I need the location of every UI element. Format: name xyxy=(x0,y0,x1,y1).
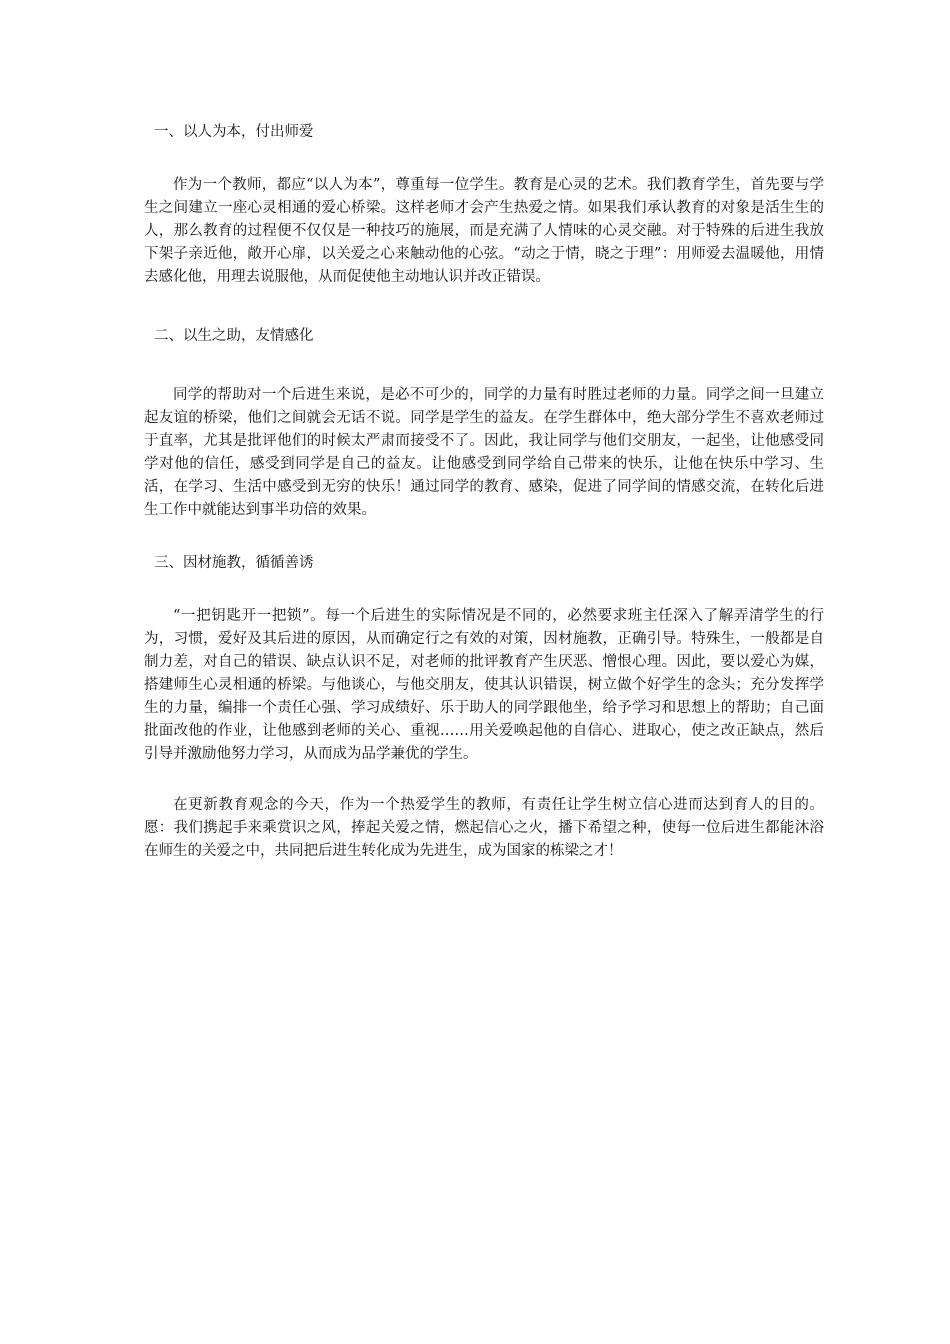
section-paragraph-3: “一把钥匙开一把锁”。每一个后进生的实际情况是不同的，必然要求班主任深入了解弄清学生的行为，习惯，爱好及其后进的原因，从而确定行之有效的对策，因材施教，正确引导。特殊生，一般都是自制力差，对自己的错误、缺点认识不足，对老师的批评教育产生厌恶、憎恨心理。因此，要以爱心为媒，搭建师生心灵相通的桥梁。与他谈心，与他交朋友，使其认识错误，树立做个好学生的念头；充分发挥学生的力量，编排一个责任心强、学习成绩好、乐于助人的同学跟他坐，给予学习和思想上的帮助；自己面批面改他的作业，让他感到老师的关心、重视……用关爱唤起他的自信心、进取心，使之改正缺点，然后引导并激励他努力学习，从而成为品学兼优的学生。 xyxy=(144,608,824,762)
document-body xyxy=(144,121,824,863)
section-paragraph-1: 作为一个教师，都应“以人为本”，尊重每一位学生。教育是心灵的艺术。我们教育学生，首先要与学生之间建立一座心灵相通的爱心桥梁。这样老师才会产生热爱之情。如果我们承认教育的对象是活生生的人，那么教育的过程便不仅仅是一种技巧的施展，而是充满了人情味的心灵交融。对于特殊的后进生我放下架子亲近他，敞开心扉，以关爱之心来触动他的心弦。“动之于情，晓之于理”：用师爱去温暖他，用情去感化他，用理去说服他，从而促使他主动地认识并改正错误。 xyxy=(144,177,824,285)
conclusion-paragraph: 在更新教育观念的今天，作为一个热爱学生的教师，有责任让学生树立信心进而达到育人的目的。愿：我们携起手来乘赏识之风，捧起关爱之情，燃起信心之火，播下希望之种，使每一位后进生都能沐浴在师生的关爱之中，共同把后进生转化成为先进生，成为国家的栋梁之才！ xyxy=(144,797,824,859)
section-paragraph-2: 同学的帮助对一个后进生来说，是必不可少的，同学的力量有时胜过老师的力量。同学之间一旦建立起友谊的桥梁，他们之间就会无话不说。同学是学生的益友。在学生群体中，绝大部分学生不喜欢老师过于直率，尤其是批评他们的时候太严肃而接受不了。因此，我让同学与他们交朋友，一起坐，让他感受同学对他的信任，感受到同学是自己的益友。让他感受到同学给自己带来的快乐，让他在快乐中学习、生活，在学习、生活中感受到无穷的快乐！通过同学的教育、感染，促进了同学间的情感交流，在转化后进生工作中就能达到事半功倍的效果。 xyxy=(144,387,824,518)
section-heading-2: 二、以生之助，友情感化 xyxy=(154,328,314,344)
section-heading-1: 一、以人为本，付出师爱 xyxy=(154,124,314,140)
section-heading-3: 三、因材施教，循循善诱 xyxy=(154,555,314,571)
